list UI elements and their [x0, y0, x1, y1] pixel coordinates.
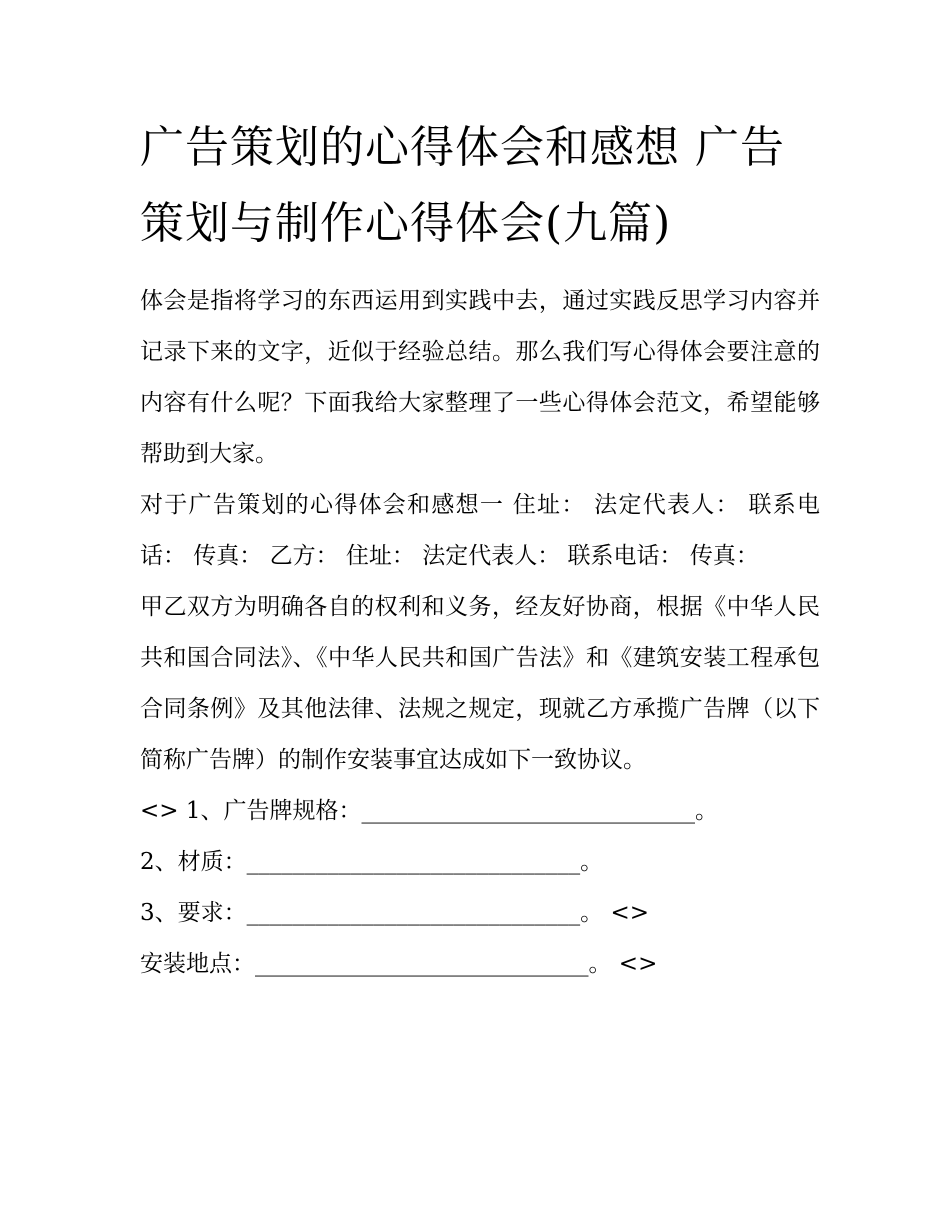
intro-paragraph: 体会是指将学习的东西运用到实践中去，通过实践反思学习内容并记录下来的文字，近似于经验总结。那么我们写心得体会要注意的内容有什么呢？下面我给大家整理了一些心得体会范文，希望能够帮助到大家。 — [140, 288, 820, 467]
clause-install-location: 安装地点：_____________________________。 <> — [140, 951, 658, 977]
clause-billboard-spec: <> 1、广告牌规格：_____________________________。 — [140, 798, 718, 824]
agreement-paragraph: 甲乙双方为明确各自的权利和义务，经友好协商，根据《中华人民共和国合同法》、《中华人民共和国广告法》和《建筑安装工程承包合同条例》及其他法律、法规之规定，现就乙方承揽广告牌（以下简称广告牌）的制作安装事宜达成如下一致协议。 — [140, 594, 820, 773]
contact-paragraph: 对于广告策划的心得体会和感想一 住址： 法定代表人： 联系电话： 传真： 乙方： 住址： 法定代表人： 联系电话： 传真： — [140, 492, 820, 569]
document-title: 广告策划的心得体会和感想 广告策划与制作心得体会(九篇) — [140, 122, 785, 249]
document-body — [140, 276, 820, 990]
clause-material: 2、材质：_____________________________。 — [140, 849, 604, 875]
clause-requirements: 3、要求：_____________________________。 <> — [140, 900, 649, 926]
